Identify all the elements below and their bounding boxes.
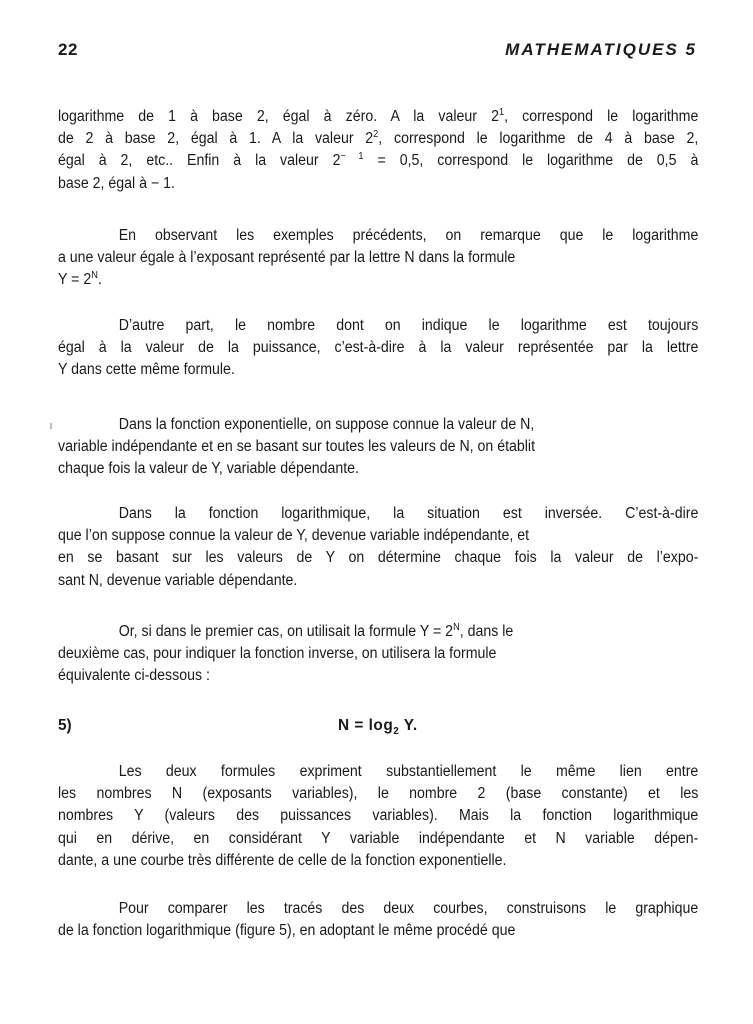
paragraph-logarithmique [58, 503, 698, 592]
paragraph-premier-cas [58, 621, 698, 688]
equation-number: 5) [58, 717, 72, 734]
text-line: variable indépendante et en se basant sur toutes les valeurs de N, on établit [58, 438, 536, 456]
text-line: en se basant sur les valeurs de Y on détermine chaque fois la valeur de l’expo- [58, 549, 699, 567]
text-line: sant N, devenue variable dépendante. [58, 571, 298, 589]
paragraph-observation [58, 225, 698, 292]
scan-speck [50, 423, 52, 429]
text-line: nombres Y (valeurs des puissances variables). Mais la fonction logarithmique [58, 807, 699, 825]
paragraph-deux-formules [58, 761, 698, 872]
text-line: de 2 à base 2, égal à 1. A la valeur $2^2$, correspond le logarithme de 4 à base 2, [58, 129, 699, 148]
text-line: qui en dérive, en considérant Y variable indépendante et N variable dépen- [58, 829, 699, 847]
text-line: que l’on suppose connue la valeur de Y, devenue variable indépendante, et [58, 527, 530, 545]
text-line: équivalente ci-dessous : [58, 667, 210, 685]
text-line: les nombres N (exposants variables), le nombre 2 (base constante) et les [58, 785, 699, 803]
equation-formula: $N = \log_2 Y$. [338, 717, 418, 737]
text-line: $Y = 2^N$. [58, 270, 102, 289]
text-line: Dans la fonction logarithmique, la situation est inversée. C’est-à-dire [118, 505, 699, 522]
text-line: Les deux formules expriment substantiellement le même lien entre [118, 763, 699, 780]
paragraph-comparer [58, 898, 698, 942]
text-line: chaque fois la valeur de Y, variable dépendante. [58, 460, 359, 478]
text-line: égal à 2, etc.. Enfin à la valeur $2^{- 1} = 0,5$, correspond le logarithme de 0,5 à [58, 151, 699, 170]
text-line: Y dans cette même formule. [58, 361, 235, 379]
paragraph-continuation [58, 106, 698, 195]
page-number: 22 [58, 40, 78, 59]
text-line: En observant les exemples précédents, on remarque que le logarithme [118, 227, 699, 244]
text-line: logarithme de 1 à base 2, égal à zéro. A la valeur $2^1$, correspond le logarithme [58, 107, 699, 125]
text-line: de la fonction logarithmique (figure 5), en adoptant le même procédé que [58, 922, 516, 940]
text-line: a une valeur égale à l’exposant représenté par la lettre N dans la formule [58, 249, 516, 267]
paragraph-autre-part [58, 315, 698, 382]
text-line: dante, a une courbe très différente de celle de la fonction exponentielle. [58, 851, 507, 869]
text-line: égal à la valeur de la puissance, c’est-à-dire à la valeur représentée par la lettre [58, 339, 699, 357]
text-line: base 2, égal à − 1. [58, 174, 175, 192]
text-line: deuxième cas, pour indiquer la fonction inverse, on utilisera la formule [58, 645, 497, 663]
text-line: D’autre part, le nombre dont on indique le logarithme est toujours [118, 317, 699, 334]
text-line: Pour comparer les tracés des deux courbes, construisons le graphique [118, 900, 699, 917]
paragraph-exponentielle [58, 414, 698, 481]
text-line: Or, si dans le premier cas, on utilisait la formule $Y = 2^N$, dans le [118, 622, 514, 640]
running-title: MATHEMATIQUES 5 [505, 40, 697, 59]
text-line: Dans la fonction exponentielle, on suppose connue la valeur de N, [118, 416, 535, 433]
